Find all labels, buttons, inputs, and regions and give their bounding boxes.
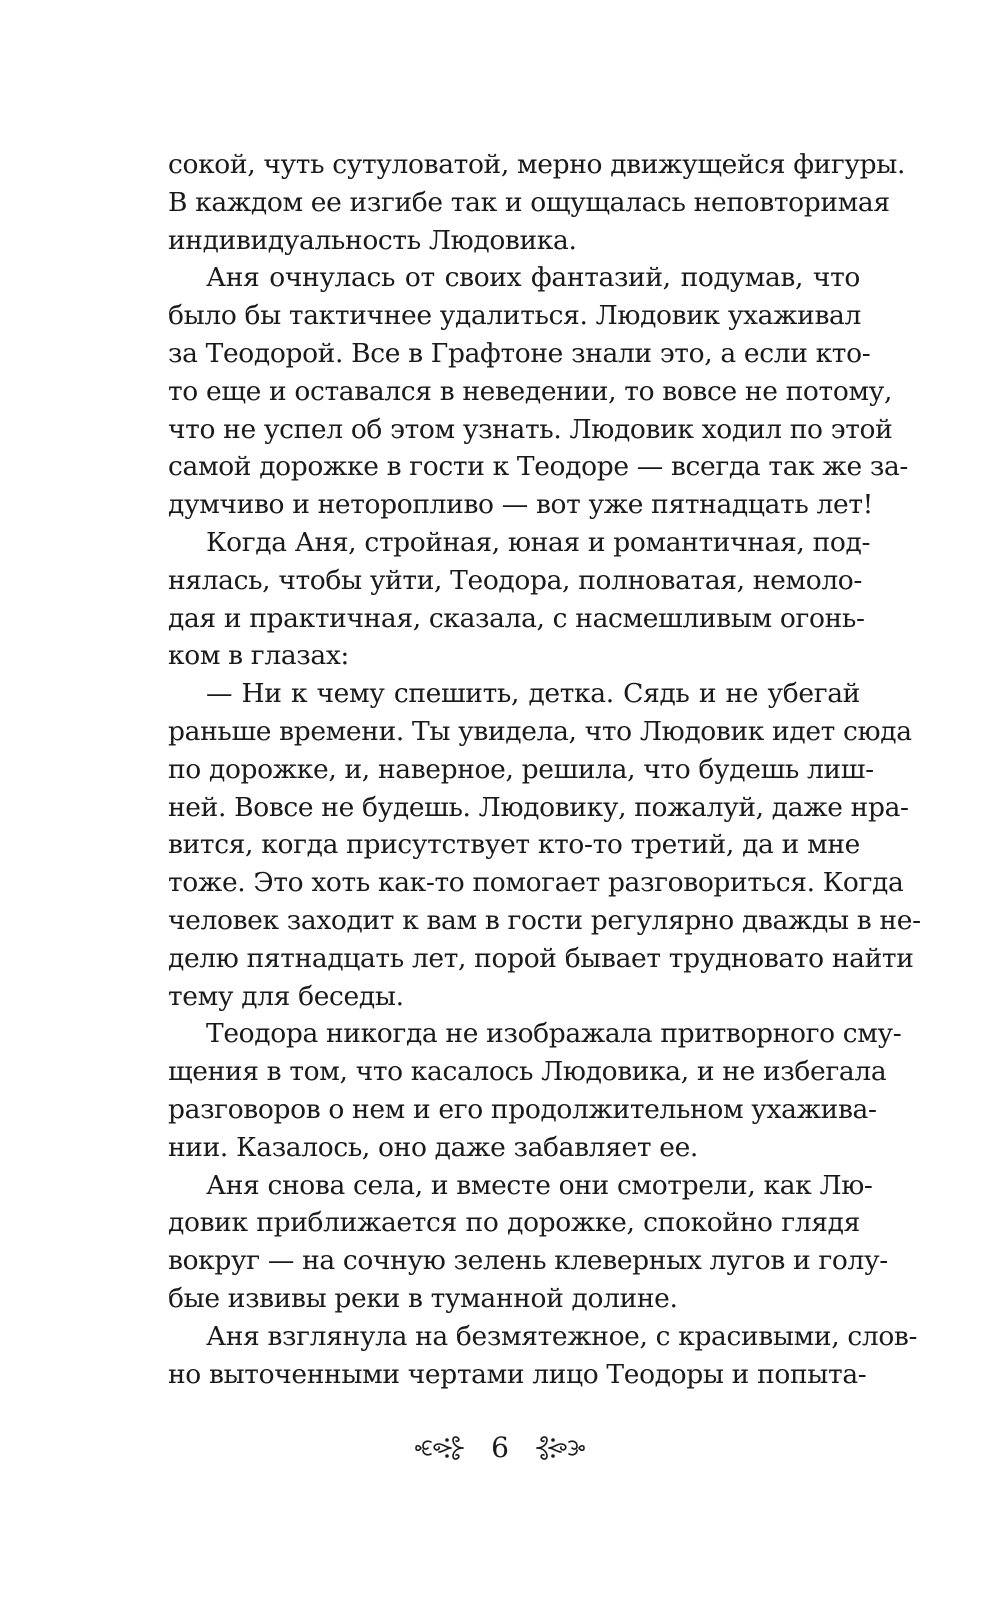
text-line: щения в том, что касалось Людовика, и не избегала [168,1056,887,1088]
text-line: довик приближается по дорожке, спокойно глядя [168,1207,860,1239]
text-line: что не успел об этом узнать. Людовик ходил по этой [168,413,893,445]
text-line: дая и практичная, сказала, с насмешливым огонь- [168,602,865,634]
paragraph-first-line: Аня взглянула на безмятежное, с красивыми, слов- [206,1320,918,1352]
page-number: 6 [491,1431,509,1464]
text-line: вокруг — на сочную зелень клеверных лугов и голу- [168,1245,888,1277]
paragraph-first-line: Когда Аня, стройная, юная и романтичная, под- [206,526,871,558]
text-line: человек заходит к вам в гости регулярно дважды в не- [168,904,921,936]
text-line: то еще и оставался в неведении, то вовсе не потому, [168,375,893,407]
paragraph-first-line: Аня снова села, и вместе они смотрели, как Лю- [206,1169,873,1201]
text-line: но выточенными чертами лицо Теодоры и попыта- [168,1358,867,1390]
text-line: ней. Вовсе не будешь. Людовику, пожалуй, даже нра- [168,791,909,823]
floral-ornament-icon [413,1432,467,1464]
page-footer [0,1426,1000,1470]
text-line: нии. Казалось, оно даже забавляет ее. [168,1131,698,1163]
text-line: за Теодорой. Все в Графтоне знали это, а если кто- [168,337,871,369]
body-text [168,146,921,1393]
text-line: вится, когда присутствует кто-то третий, да и мне [168,829,860,861]
text-line: тему для беседы. [168,980,404,1012]
text-line: В каждом ее изгибе так и ощущалась неповторимая [168,186,890,218]
text-line: бые извивы реки в туманной долине. [168,1282,678,1314]
text-line: сокой, чуть сутуловатой, мерно движущейся фигуры. [168,149,906,180]
floral-ornament-icon [533,1432,587,1464]
text-line: индивидуальность Людовика. [168,224,577,256]
text-line: раньше времени. Ты увидела, что Людовик идет сюда [168,715,912,747]
paragraph-first-line: Теодора никогда не изображала притворного сму- [206,1018,902,1050]
text-line: делю пятнадцать лет, порой бывает трудновато найти [168,942,914,974]
text-line: по дорожке, и, наверное, решила, что будешь лиш- [168,753,874,785]
text-line: самой дорожке в гости к Теодоре — всегда так же за- [168,451,909,483]
paragraph-first-line: — Ни к чему спешить, детка. Сядь и не убегай [206,678,860,710]
text-line: нялась, чтобы уйти, Теодора, полноватая, немоло- [168,564,863,596]
text-line: было бы тактичнее удалиться. Людовик ухаживал [168,300,861,332]
text-line: думчиво и неторопливо — вот уже пятнадцать лет! [168,489,873,521]
text-line: разговоров о нем и его продолжительном ухажива- [168,1093,877,1125]
text-line: ком в глазах: [168,640,349,672]
paragraph-first-line: Аня очнулась от своих фантазий, подумав, что [206,262,860,294]
text-line: тоже. Это хоть как-то помогает разговориться. Когда [168,867,904,899]
